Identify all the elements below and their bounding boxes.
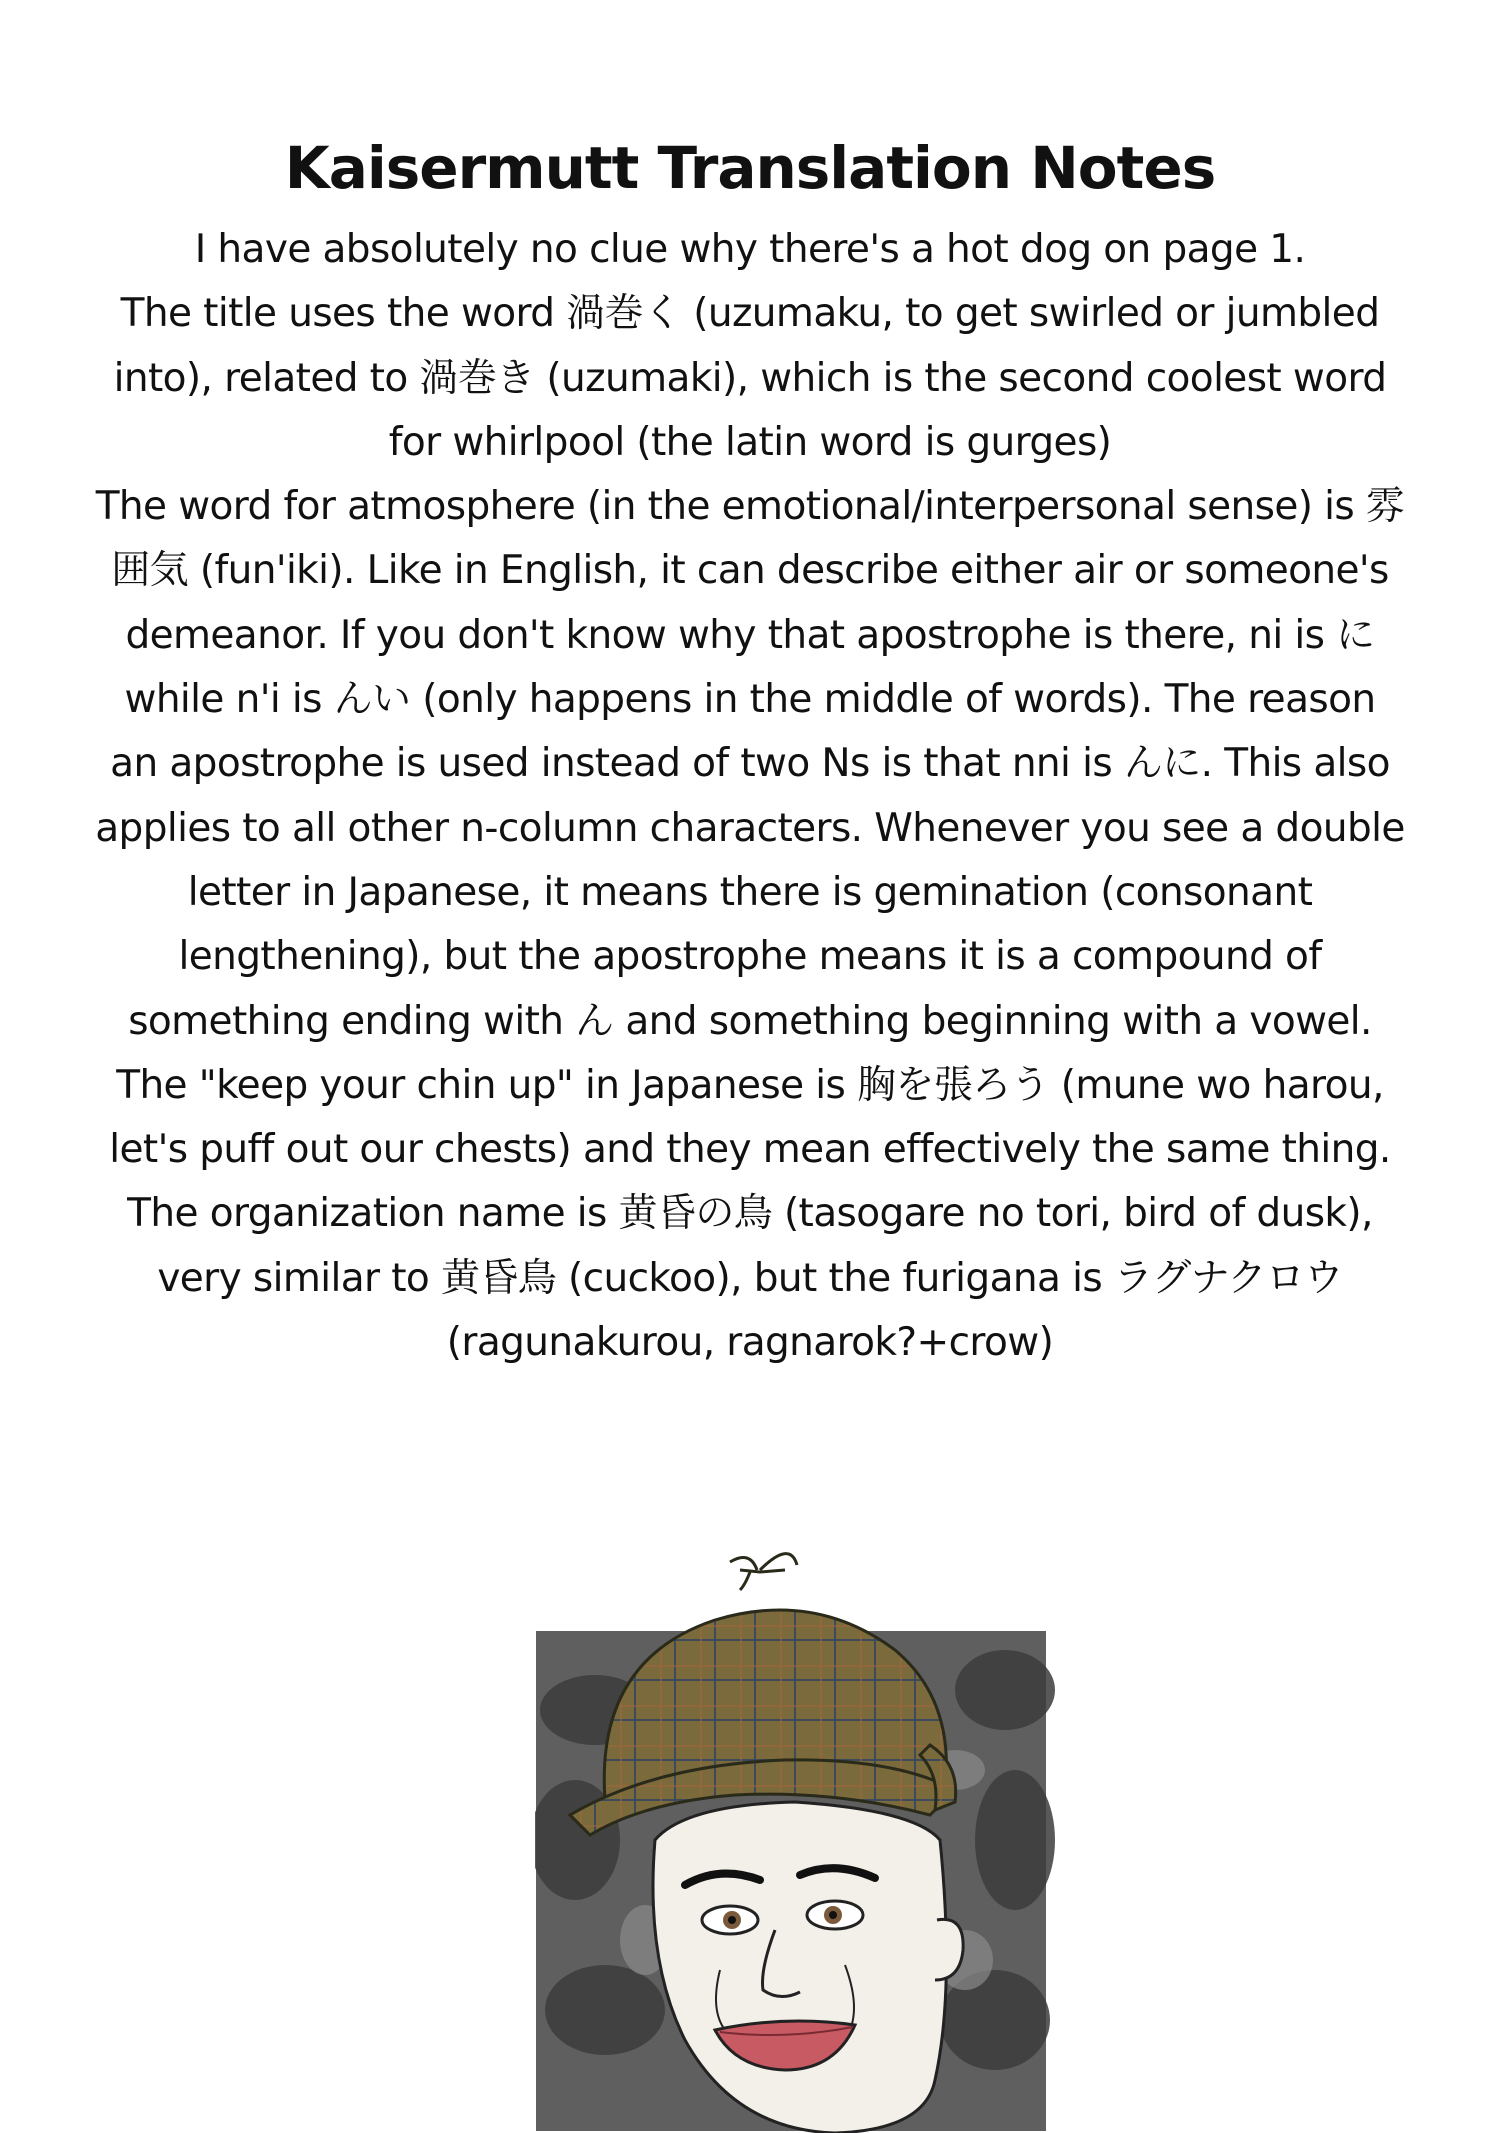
notes-body xyxy=(95,218,1405,1375)
note-paragraph: The "keep your chin up" in Japanese is 胸を張ろう (mune wo harou, let's puff out our chests) and they mean effectively the same thing. xyxy=(109,1062,1391,1173)
note-paragraph: I have absolutely no clue why there's a hot dog on page 1. xyxy=(194,227,1306,272)
detective-face-image xyxy=(535,1540,1060,2133)
note-paragraph: The title uses the word 渦巻く (uzumaku, to get swirled or jumbled into), related to 渦巻き (uzumaki), which is the second coolest word for whirlpool (the latin word is gurges) xyxy=(113,291,1387,465)
note-paragraph: The organization name is 黄昏の鳥 (tasogare no tori, bird of dusk), very similar to 黄昏鳥 (cuckoo), but the furigana is ラグナクロウ (ragunakurou, ragnarok?+crow) xyxy=(127,1191,1373,1366)
note-paragraph: The word for atmosphere (in the emotional/interpersonal sense) is 雰囲気 (fun'iki). Like in English, it can describe either air or someone's demeanor. If you don't know why that apostrophe is there, ni is に while n'i is んい (only happens in the middle of words). The reason an apostrophe is used instead of two Ns is that nni is んに. This also applies to all other n-column characters. Whenever you see a double letter in Japanese, it means there is gemination (consonant lengthening), but the apostrophe means it is a compound of something ending with ん and something beginning with a vowel. xyxy=(95,484,1405,1044)
hat-bow xyxy=(730,1554,797,1590)
page-title: Kaisermutt Translation Notes xyxy=(284,134,1216,202)
